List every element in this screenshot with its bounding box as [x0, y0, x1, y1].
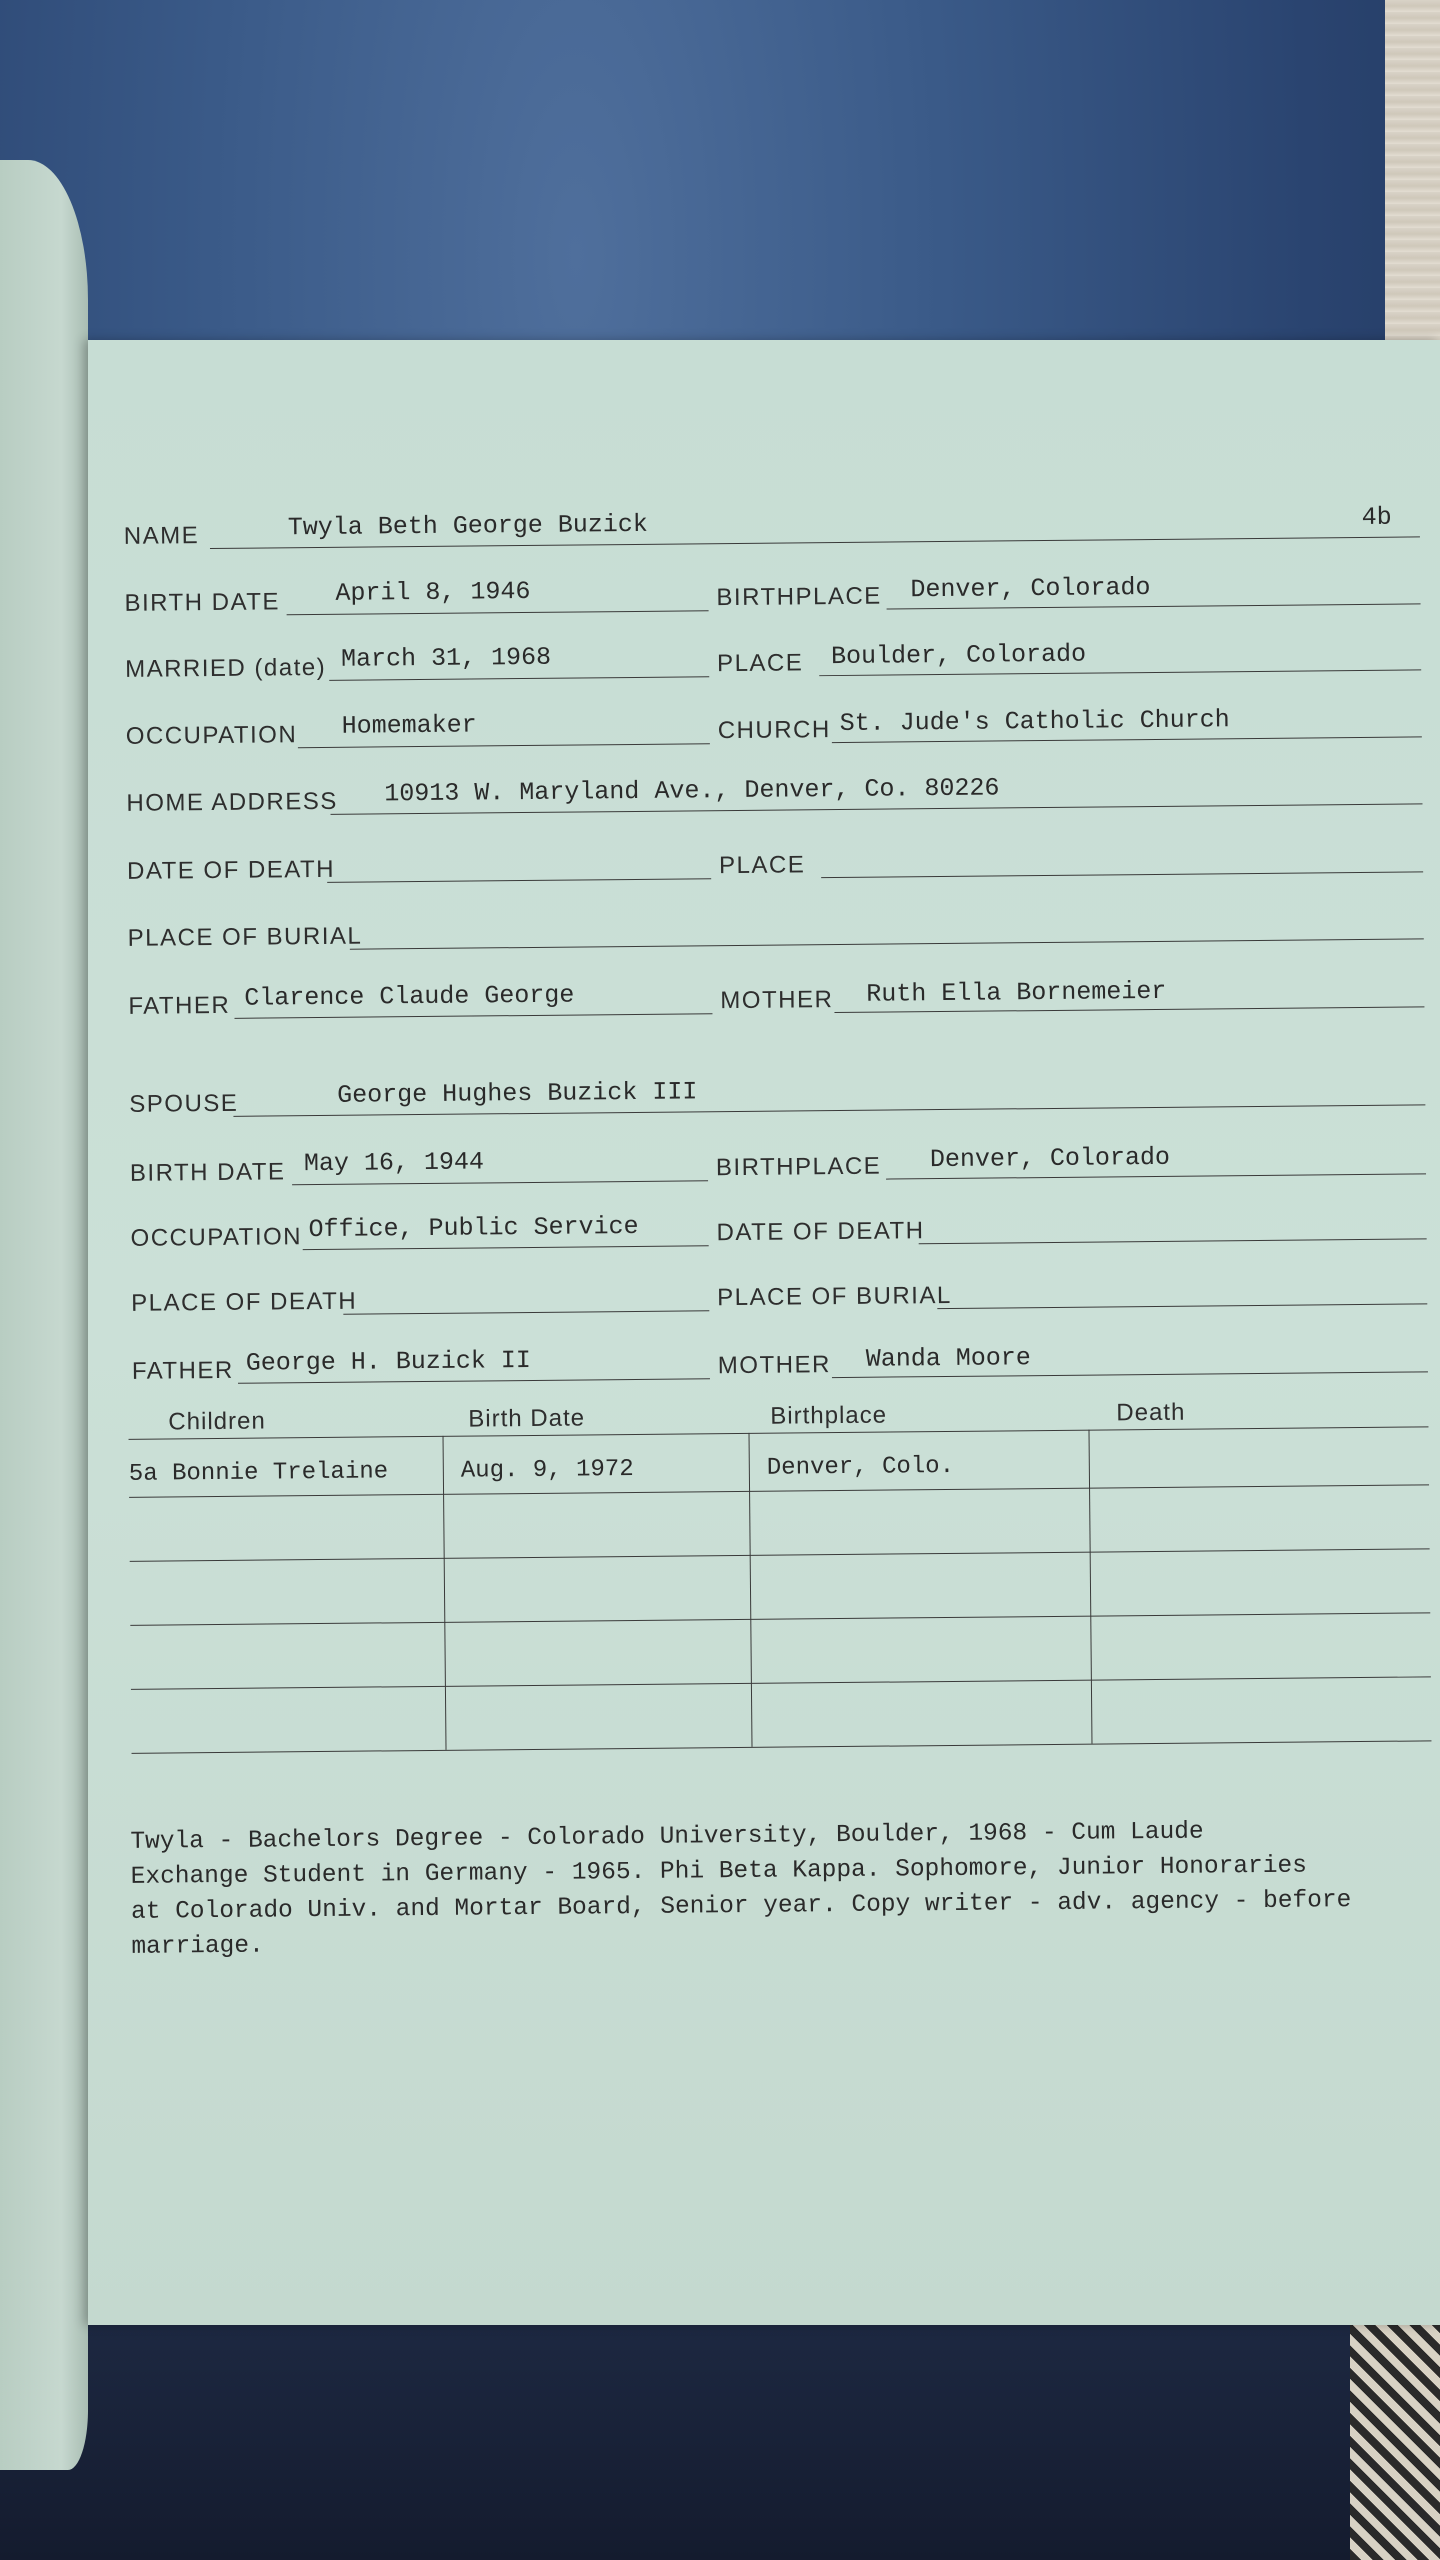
spouse-mother-value: Wanda Moore — [865, 1343, 1031, 1374]
spouse-birth-date-value: May 16, 1944 — [303, 1147, 485, 1179]
spouse-place-of-burial-label: PLACE OF BURIAL — [717, 1281, 952, 1312]
notes-line: marriage. — [131, 1932, 264, 1961]
birthplace-label: BIRTHPLACE — [716, 582, 882, 612]
birthplace-header: Birthplace — [770, 1401, 888, 1430]
father-label: FATHER — [128, 991, 231, 1020]
dark-fabric-bottom — [0, 2290, 1440, 2560]
church-value: St. Jude's Catholic Church — [839, 705, 1230, 738]
table-row-line — [130, 1612, 1430, 1625]
birth-date-line — [287, 610, 709, 615]
patterned-fabric-bottom-right — [1350, 2320, 1440, 2560]
spouse-birth-date-label: BIRTH DATE — [129, 1158, 286, 1187]
birth-date-label: BIRTH DATE — [124, 588, 281, 617]
spouse-place-of-burial-line — [937, 1303, 1427, 1309]
spouse-date-of-death-line — [919, 1238, 1427, 1244]
occupation-line — [298, 743, 710, 748]
married-place-label: PLACE — [716, 649, 804, 678]
married-label: MARRIED (date) — [125, 653, 327, 683]
spouse-occupation-line — [303, 1245, 709, 1250]
table-row-line — [131, 1676, 1431, 1689]
birthplace-value: Denver, Colorado — [910, 573, 1151, 605]
spouse-father-value: George H. Buzick II — [245, 1345, 531, 1378]
spouse-birth-date-line — [292, 1180, 708, 1185]
spouse-father-line — [238, 1378, 710, 1384]
table-column-divider — [748, 1433, 752, 1747]
date-of-death-label: DATE OF DEATH — [126, 855, 336, 885]
table-row-line — [129, 1484, 1429, 1497]
table-column-divider — [443, 1436, 447, 1750]
table-row-line — [130, 1548, 1430, 1561]
spouse-occupation-value: Office, Public Service — [308, 1211, 639, 1245]
page-number: 4b — [1361, 502, 1392, 532]
church-line — [832, 736, 1422, 743]
spouse-birthplace-line — [886, 1173, 1426, 1179]
notes-line: Twyla - Bachelors Degree - Colorado University, Boulder, 1968 - Cum Laude — [130, 1818, 1204, 1856]
date-of-death-line — [327, 878, 711, 883]
record-form — [88, 332, 1440, 2330]
occupation-value: Homemaker — [341, 710, 477, 741]
spouse-name-value: George Hughes Buzick III — [337, 1077, 698, 1110]
church-label: CHURCH — [717, 716, 831, 745]
child-name-cell: 5a Bonnie Trelaine — [128, 1458, 389, 1488]
spouse-place-of-death-label: PLACE OF DEATH — [131, 1287, 358, 1317]
death-header: Death — [1116, 1398, 1186, 1427]
fabric-edge-top-right — [1385, 0, 1440, 340]
mother-label: MOTHER — [720, 986, 834, 1015]
table-bottom-line — [132, 1740, 1432, 1753]
biography-notes — [130, 1812, 1431, 1964]
mother-value: Ruth Ella Bornemeier — [866, 976, 1167, 1009]
spouse-date-of-death-label: DATE OF DEATH — [716, 1217, 925, 1247]
spouse-father-label: FATHER — [131, 1356, 234, 1385]
spouse-birthplace-value: Denver, Colorado — [929, 1142, 1171, 1175]
father-value: Clarence Claude George — [244, 980, 575, 1013]
spouse-place-of-death-line — [343, 1310, 709, 1315]
occupation-label: OCCUPATION — [125, 721, 298, 750]
notes-line: Exchange Student in Germany - 1965. Phi Beta Kappa. Sophomore, Junior Honoraries — [130, 1852, 1308, 1891]
place-of-burial-label: PLACE OF BURIAL — [127, 922, 363, 952]
death-place-line — [821, 871, 1423, 878]
married-place-line — [819, 669, 1421, 676]
record-page — [88, 340, 1440, 2325]
facing-page-edge — [0, 160, 88, 2470]
married-place-value: Boulder, Colorado — [830, 639, 1087, 672]
married-line — [329, 676, 709, 681]
home-address-label: HOME ADDRESS — [126, 787, 338, 817]
spouse-occupation-label: OCCUPATION — [130, 1223, 303, 1252]
home-address-value: 10913 W. Maryland Ave., Denver, Co. 80226 — [384, 773, 1000, 809]
spouse-mother-label: MOTHER — [717, 1351, 831, 1380]
place-of-burial-line — [350, 938, 1424, 949]
birth-date-header: Birth Date — [468, 1404, 586, 1433]
father-line — [234, 1013, 712, 1019]
child-birthplace-cell: Denver, Colo. — [766, 1452, 955, 1482]
table-column-divider — [1088, 1430, 1092, 1744]
spouse-birthplace-label: BIRTHPLACE — [715, 1152, 882, 1182]
married-date-value: March 31, 1968 — [340, 642, 552, 674]
death-place-label: PLACE — [718, 851, 806, 880]
birthplace-line — [887, 603, 1421, 609]
name-value: Twyla Beth George Buzick — [287, 509, 648, 543]
notes-line: at Colorado Univ. and Mortar Board, Senior year. Copy writer - adv. agency - before — [130, 1887, 1352, 1926]
spouse-label: SPOUSE — [129, 1089, 239, 1118]
child-birth-date-cell: Aug. 9, 1972 — [460, 1456, 634, 1485]
name-label: NAME — [123, 522, 200, 550]
children-header: Children — [168, 1407, 266, 1436]
birth-date-value: April 8, 1946 — [335, 576, 531, 608]
